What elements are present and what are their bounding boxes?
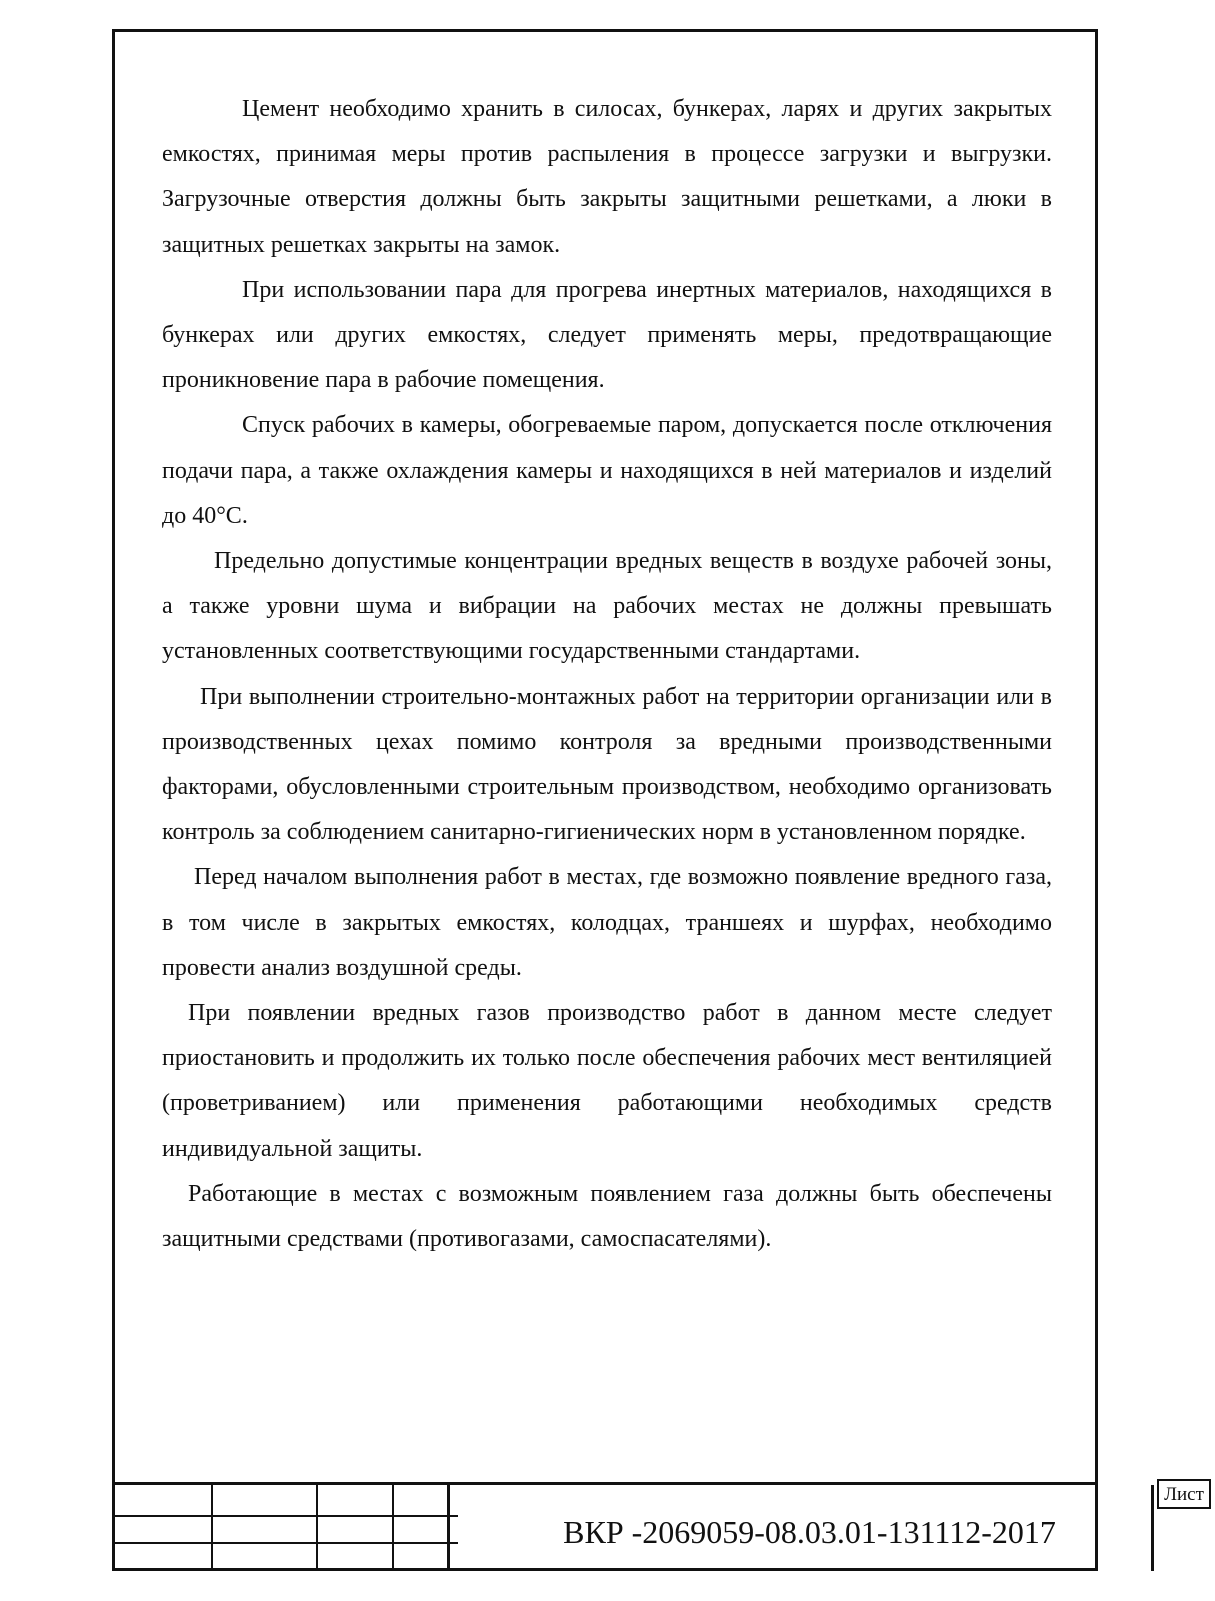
paragraph: Цемент необходимо хранить в силосах, бункерах, ларях и других закрытых емкостях, принимая меры против распыления в процессе загрузки и выгрузки. Загрузочные отверстия должны быть закрыты защитными решетками, а люки в защитных решетках закрыты на замок. xyxy=(162,96,1052,258)
paragraph: Работающие в местах с возможным появлением газа должны быть обеспечены защитными средствами (противогазами, самоспасателями). xyxy=(162,1180,1052,1253)
document-code: ВКР -2069059-08.03.01-131112-2017 xyxy=(563,1513,1056,1550)
sheet-label: Лист xyxy=(1157,1479,1211,1509)
paragraph: Перед началом выполнения работ в местах, где возможно появление вредного газа, в том числе в закрытых емкостях, колодцах, траншеях и шурфах, необходимо провести анализ воздушной среды. xyxy=(162,864,1052,981)
stamp-divider xyxy=(316,1485,318,1571)
sheet-box xyxy=(1157,1479,1215,1571)
stamp-row-line xyxy=(112,1515,458,1517)
paragraph: Предельно допустимые концентрации вредных веществ в воздухе рабочей зоны, а также уровни шума и вибрации на рабочих местах не должны превышать установленных соответствующими государственными стандартами. xyxy=(162,548,1052,665)
paragraph: При выполнении строительно-монтажных работ на территории организации или в производственных цехах помимо контроля за вредными производственными факторами, обусловленными строительным производством, необходимо организовать контроль за соблюдением санитарно-гигиенических норм в установленном порядке. xyxy=(162,683,1052,846)
body-text xyxy=(162,87,1052,1262)
stamp-divider xyxy=(392,1485,394,1571)
paragraph: Спуск рабочих в камеры, обогреваемые паром, допускается после отключения подачи пара, а также охлаждения камеры и находящихся в ней материалов и изделий до 40°С. xyxy=(162,412,1052,529)
paragraph: При появлении вредных газов производство работ в данном месте следует приостановить и продолжить их только после обеспечения рабочих мест вентиляцией (проветриванием) или применения работающими необходимых средств индивидуальной защиты. xyxy=(162,1000,1052,1162)
title-block-stamp xyxy=(112,1482,1204,1571)
stamp-divider xyxy=(1151,1485,1154,1571)
stamp-divider xyxy=(447,1485,450,1571)
stamp-row-line xyxy=(112,1542,458,1544)
paragraph: При использовании пара для прогрева инертных материалов, находящихся в бункерах или других емкостях, следует применять меры, предотвращающие проникновение пара в рабочие помещения. xyxy=(162,276,1052,394)
stamp-divider xyxy=(211,1485,213,1571)
sheet-number xyxy=(1157,1509,1211,1571)
